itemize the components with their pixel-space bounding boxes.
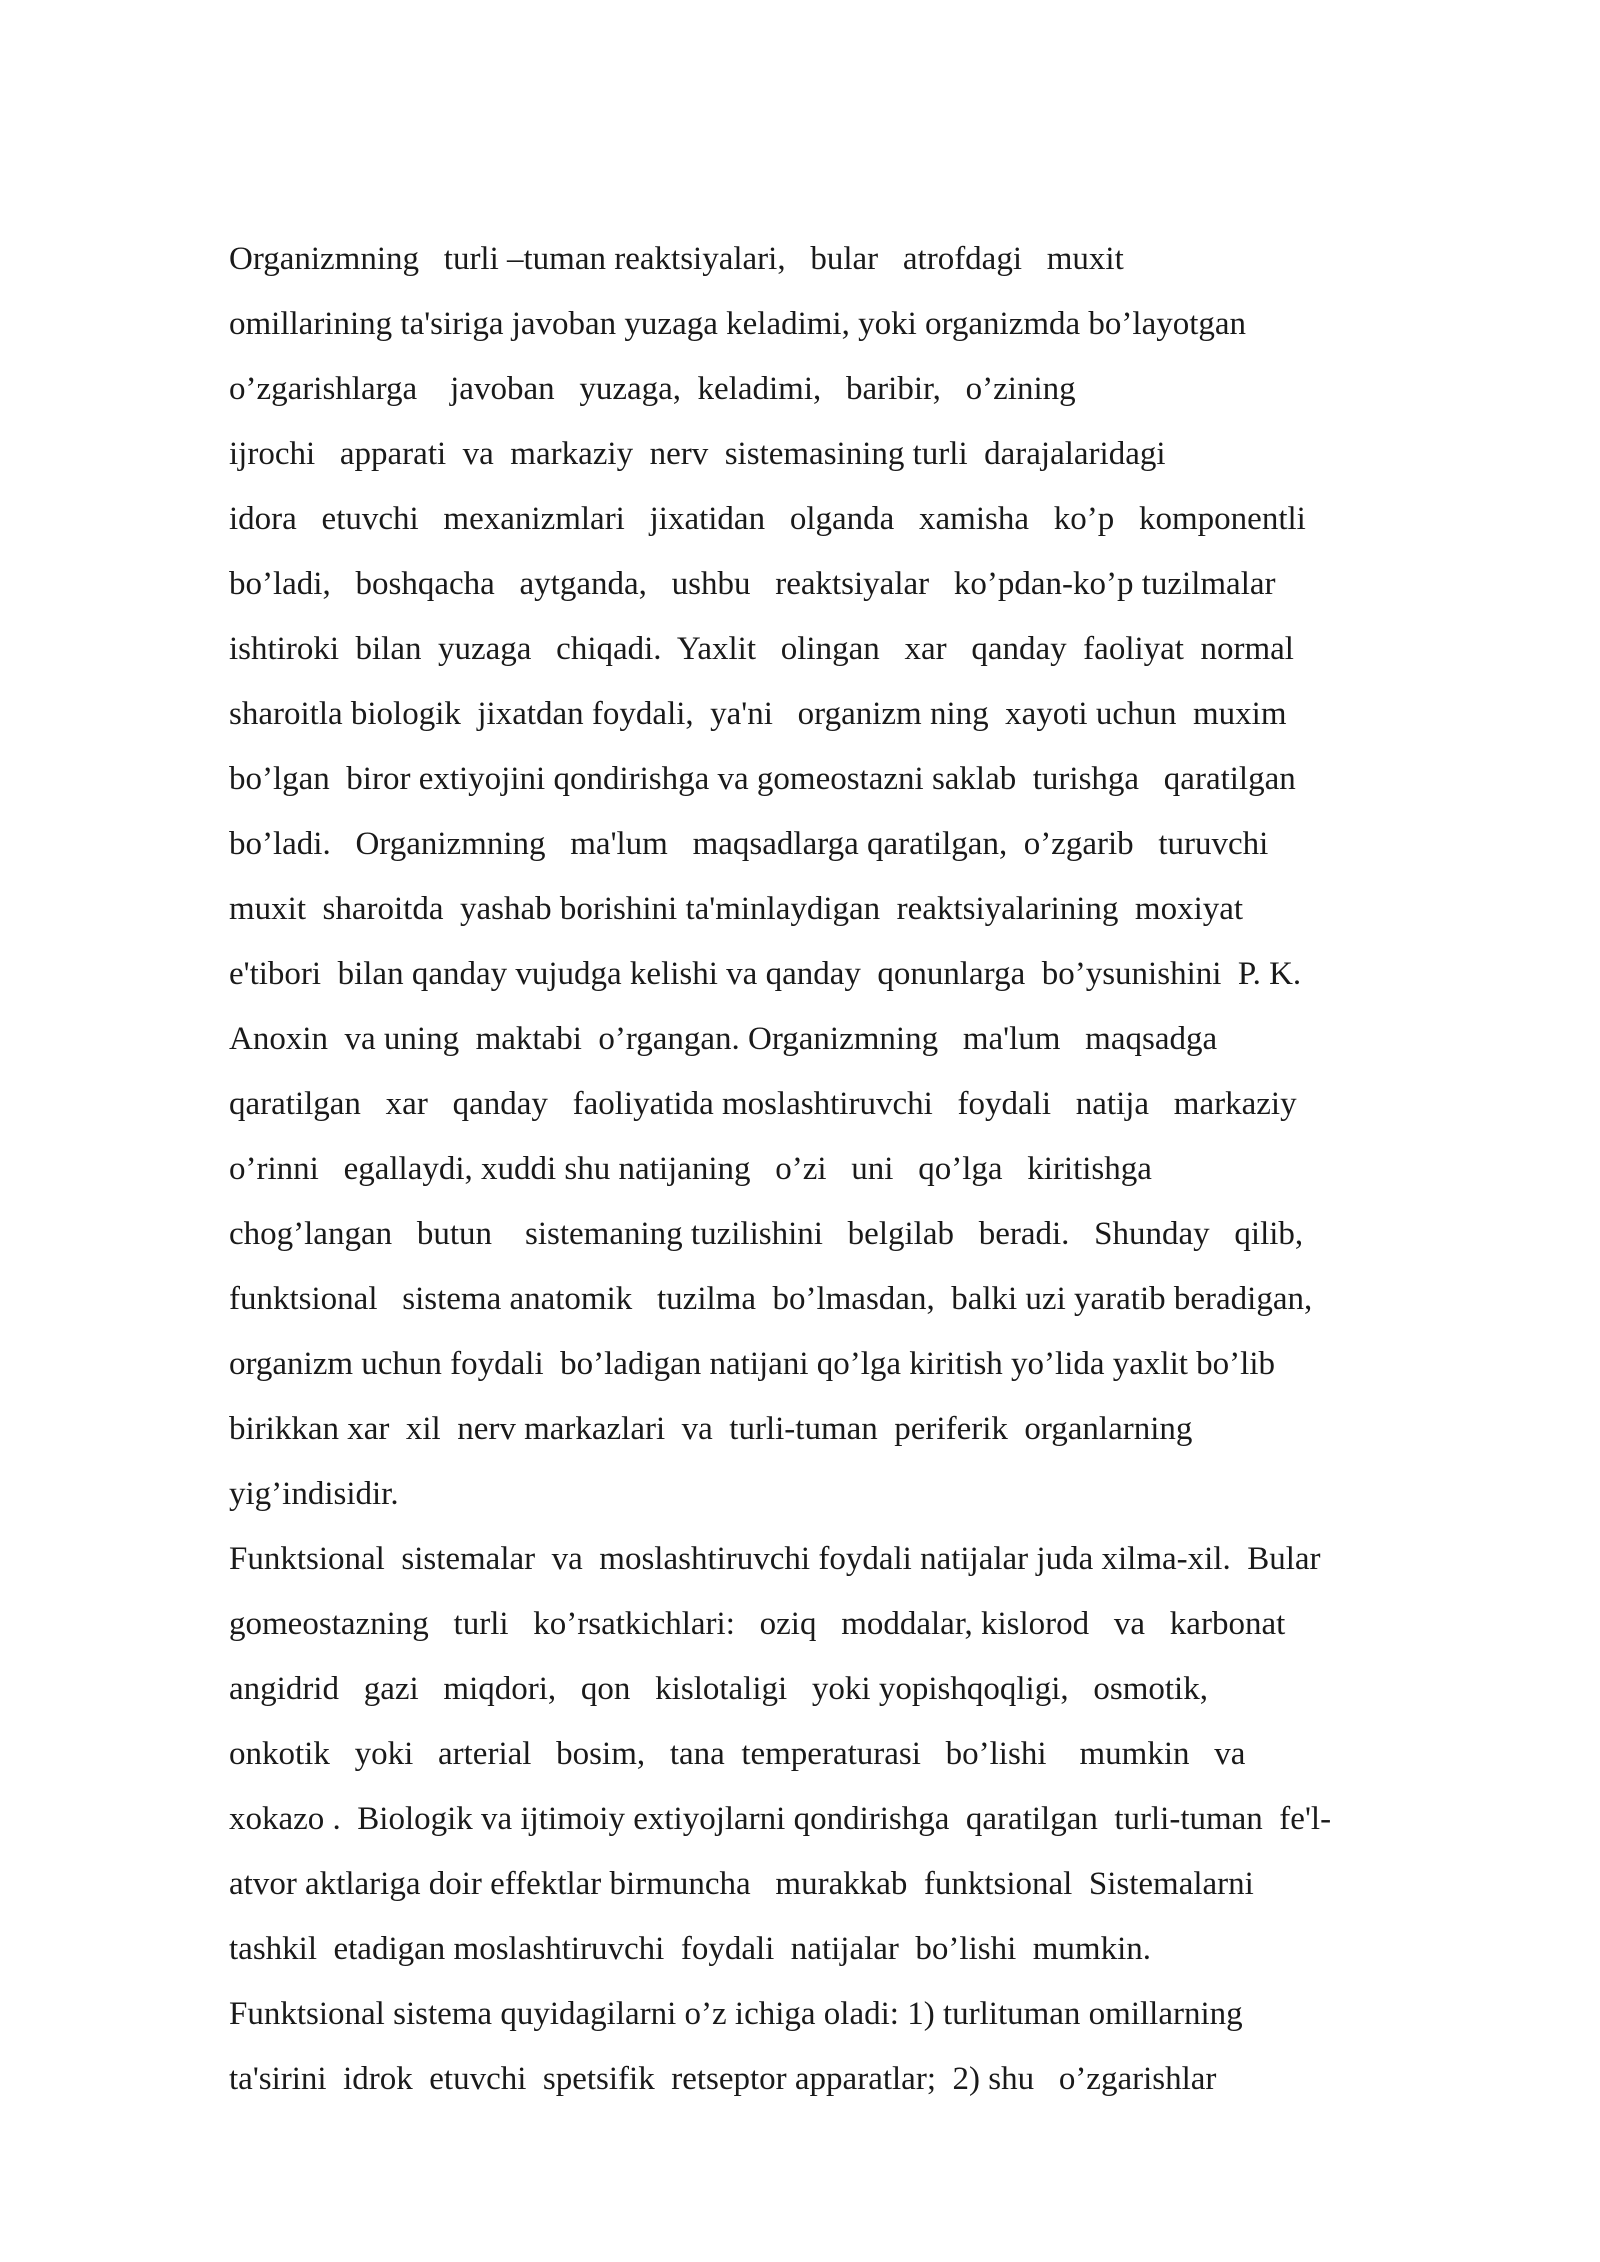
text-line: Funktsional sistema quyidagilarni o’z ichiga oladi: 1) turlituman omillarning xyxy=(229,1996,1243,2032)
text-line: organizm uchun foydali bo’ladigan natijani qo’lga kiritish yo’lida yaxlit bo’lib xyxy=(229,1346,1275,1382)
body-text xyxy=(229,227,1569,2112)
text-line: Funktsional sistemalar va moslashtiruvchi foydali natijalar juda xilma-xil. Bular xyxy=(229,1541,1321,1577)
text-line: xokazo . Biologik va ijtimoiy extiyojlarni qondirishga qaratilgan turli-tuman fe'l- xyxy=(229,1801,1332,1837)
text-line: onkotik yoki arterial bosim, tana temperaturasi bo’lishi mumkin va xyxy=(229,1736,1246,1772)
text-line: o’zgarishlarga javoban yuzaga, keladimi, baribir, o’zining xyxy=(229,371,1076,407)
text-line: e'tibori bilan qanday vujudga kelishi va qanday qonunlarga bo’ysunishini P. K. xyxy=(229,956,1302,992)
text-line: idora etuvchi mexanizmlari jixatidan olganda xamisha ko’p komponentli xyxy=(229,501,1306,537)
text-line: omillarining ta'siriga javoban yuzaga keladimi, yoki organizmda bo’layotgan xyxy=(229,306,1247,342)
text-line: yig’indisidir. xyxy=(229,1476,399,1512)
text-line: ishtiroki bilan yuzaga chiqadi. Yaxlit olingan xar qanday faoliyat normal xyxy=(229,631,1294,667)
text-line: ta'sirini idrok etuvchi spetsifik retseptor apparatlar; 2) shu o’zgarishlar xyxy=(229,2061,1217,2097)
text-line: atvor aktlariga doir effektlar birmuncha murakkab funktsional Sistemalarni xyxy=(229,1866,1254,1902)
text-line: sharoitla biologik jixatdan foydali, ya'ni organizm ning xayoti uchun muxim xyxy=(229,696,1287,732)
text-line: muxit sharoitda yashab borishini ta'minlaydigan reaktsiyalarining moxiyat xyxy=(229,891,1244,927)
text-line: Organizmning turli –tuman reaktsiyalari, bular atrofdagi muxit xyxy=(229,241,1124,277)
text-line: chog’langan butun sistemaning tuzilishini belgilab beradi. Shunday qilib, xyxy=(229,1216,1304,1252)
text-line: o’rinni egallaydi, xuddi shu natijaning o’zi uni qo’lga kiritishga xyxy=(229,1151,1152,1187)
text-line: bo’ladi, boshqacha aytganda, ushbu reaktsiyalar ko’pdan-ko’p tuzilmalar xyxy=(229,566,1276,602)
text-line: ijrochi apparati va markaziy nerv sistemasining turli darajalaridagi xyxy=(229,436,1166,472)
text-line: qaratilgan xar qanday faoliyatida moslashtiruvchi foydali natija markaziy xyxy=(229,1086,1297,1122)
text-line: tashkil etadigan moslashtiruvchi foydali natijalar bo’lishi mumkin. xyxy=(229,1931,1152,1967)
text-line: angidrid gazi miqdori, qon kislotaligi yoki yopishqoqligi, osmotik, xyxy=(229,1671,1208,1707)
text-line: birikkan xar xil nerv markazlari va turli-tuman periferik organlarning xyxy=(229,1411,1193,1447)
text-line: gomeostazning turli ko’rsatkichlari: oziq moddalar, kislorod va karbonat xyxy=(229,1606,1286,1642)
text-line: Anoxin va uning maktabi o’rgangan. Organizmning ma'lum maqsadga xyxy=(229,1021,1218,1057)
text-line: bo’ladi. Organizmning ma'lum maqsadlarga qaratilgan, o’zgarib turuvchi xyxy=(229,826,1269,862)
text-line: funktsional sistema anatomik tuzilma bo’lmasdan, balki uzi yaratib beradigan, xyxy=(229,1281,1313,1317)
text-line: bo’lgan biror extiyojini qondirishga va gomeostazni saklab turishga qaratilgan xyxy=(229,761,1296,797)
